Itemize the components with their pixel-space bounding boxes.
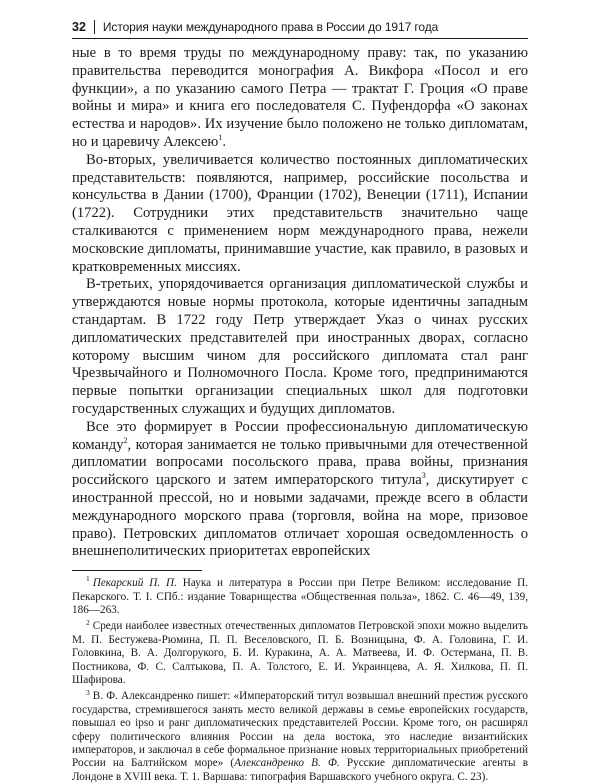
footnote-2-number: 2 bbox=[86, 617, 90, 627]
paragraph-2: Во-вторых, увеличивается количество постоянных дипломатических представительств: появляются, например, российские посольства и консульства в Дании (1700), Франции (1702), Венеции (1711), Испании (1722). Сотрудники этих представительств значительно чаще сталкиваются с применением норм международного права, нежели московские дипломаты, принимавшие участие, как правило, в разовых и кратковременных миссиях. bbox=[72, 151, 528, 275]
footnote-2 bbox=[72, 617, 528, 687]
paragraph-4-part-a: Все это формирует в России профессиональную дипломатическую команду bbox=[72, 418, 528, 453]
paragraph-4-part-b: , которая занимается не только привычными для отечественной дипломатии вопросами посольского права, права войны, признания российского царского и затем императорского титула bbox=[72, 436, 528, 489]
paragraph-1: ные в то время труды по международному праву: так, по указанию правительства переводится монография А. Викфора «Посол и его функции», а по указанию самого Петра — трактат Г. Гроция «О праве войны и мира» и книга его последователя С. Пуфендорфа «О законах естества и народов». Их изучение было положено не только дипломатам, но и царевичу Алексею$^1$. bbox=[72, 45, 528, 150]
footnote-3-author: Александренко В. Ф. bbox=[234, 757, 340, 770]
paragraph-4 bbox=[72, 419, 528, 561]
footnote-1-text: Наука и литература в России при Петре Великом: исследование П. Пекарского. Т. I. СПб.: издание Товарищества «Общественная польза», 1862. С. 46—49, 139, 186—263. bbox=[72, 577, 528, 616]
footnote-ref-3: 3 bbox=[421, 471, 426, 481]
paragraph-4-part-c: , дискутирует с иностранной прессой, но и новыми задачами, прежде всего в области международного морского права (торговля, война на море, призовое право). Петровских дипломатов отличает хорошая осведомленность о внешнеполитических приоритетах европейских bbox=[72, 472, 528, 560]
header-divider bbox=[94, 20, 95, 34]
footnote-divider bbox=[72, 570, 202, 571]
footnote-3-number: 3 bbox=[86, 687, 90, 697]
footnote-ref-2: 2 bbox=[123, 435, 128, 445]
page-number: 32 bbox=[72, 20, 86, 34]
paragraph-1-text: ные в то время труды по международному праву: так, по указанию правительства переводится монография А. Викфора «Посол и его функции», а по указанию самого Петра — трактат Г. Гроция «О праве войны и мира» и книга его последователя С. Пуфендорфа «О законах естества и народов». Их изучение было положено не только дипломатам, но и царевичу Алексею bbox=[72, 45, 528, 150]
running-head bbox=[72, 20, 528, 39]
running-title: История науки международного права в России до 1917 года bbox=[102, 20, 439, 34]
footnote-3 bbox=[72, 687, 529, 784]
footnote-2-text: Среди наиболее известных отечественных дипломатов Петровской эпохи можно выделить М. П. Бестужева-Рюмина, П. П. Веселовского, П. Б. Возницына, Ф. А. Головина, Г. И. Головкина, В. А. Долгорукого, Б. И. Куракина, А. А. Матвеева, И. Ф. Остермана, П. В. Постникова, Ф. С. Салтыкова, П. А. Толстого, Е. И. Украинцева, А. Я. Хилкова, П. П. Шафирова. bbox=[72, 620, 528, 686]
main-text bbox=[72, 45, 528, 561]
footnotes bbox=[72, 574, 529, 784]
paragraph-3: В-третьих, упорядочивается организация дипломатической службы и утверждаются новые нормы протокола, которые идентичны западным стандартам. В 1722 году Петр утверждает Указ о чинах русских дипломатических представителей при иностранных дворах, согласно которому высшим чином для российского дипломата стал ранг Чрезвычайного и Полномочного Посла. Кроме того, предпринимаются первые попытки организации специальных школ для подготовки государственных служащих и будущих дипломатов. bbox=[72, 276, 528, 417]
footnote-ref-1: 1 bbox=[218, 133, 223, 143]
footnote-3-text-b: Русские дипломатические агенты в Лондоне в XVIII века. Т. 1. Варшава: типография Варшавского учебного округа. С. 23). bbox=[72, 757, 529, 783]
footnote-3-text-a: В. Ф. Александренко пишет: «Императорский титул возвышал внешний престиж русского государства, стремившегося занять место великой державы в семье европейских государств, повышал eo ipso и ранг дипломатических представителей России. Кроме того, он расширял сферу политического влияния России на дела востока, это наследие византийских императоров, и заключал в себе формальное признание новых территориальных приобретений России на Балтийском море» ( bbox=[72, 690, 528, 770]
footnote-1-author: Пекарский П. П. bbox=[92, 577, 177, 590]
footnote-1-number: 1 bbox=[86, 574, 90, 584]
footnote-1 bbox=[72, 574, 528, 617]
